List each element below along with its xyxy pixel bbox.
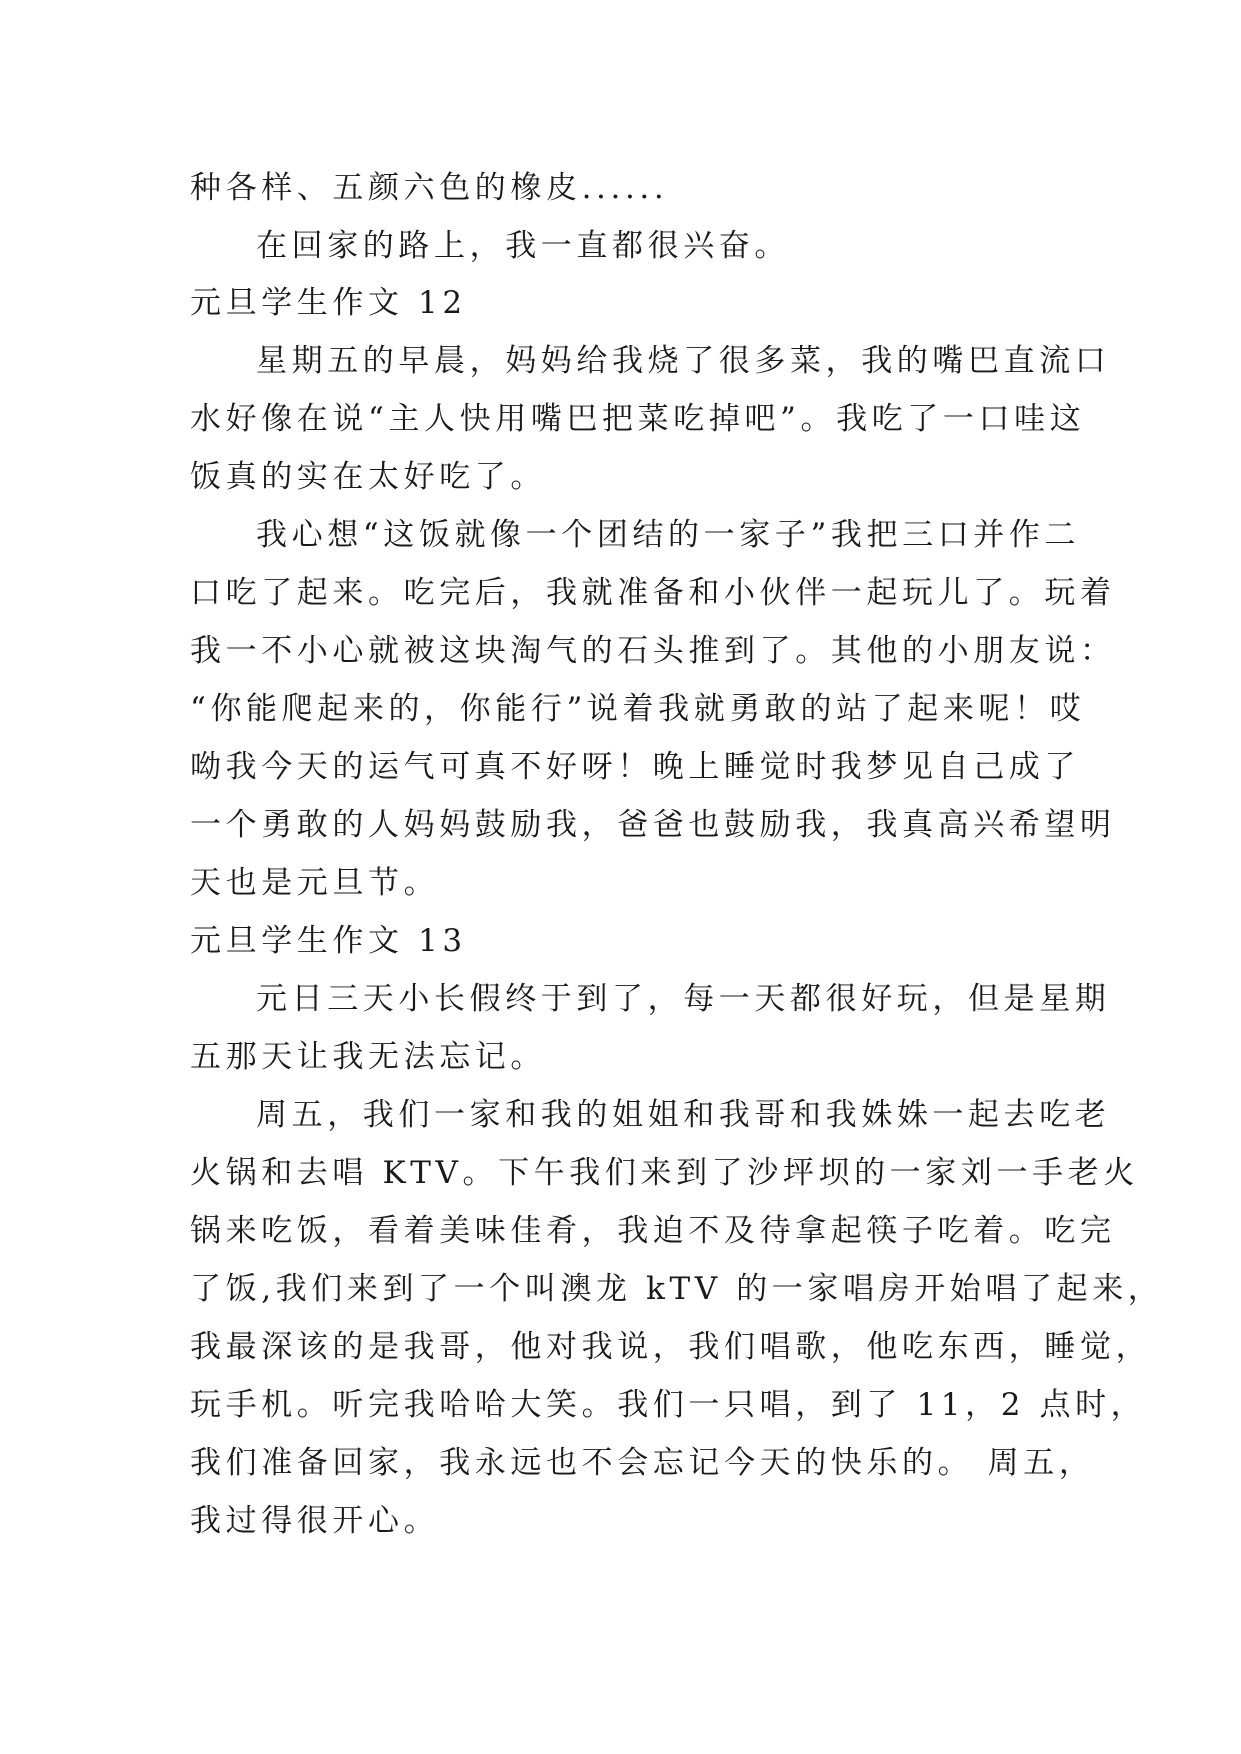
text-line: 了饭,我们来到了一个叫澳龙 kTV 的一家唱房开始唱了起来， xyxy=(190,1271,1164,1307)
text-line: 五那天让我无法忘记。 xyxy=(190,1039,546,1075)
text-line: 我心想“这饭就像一个团结的一家子”我把三口并作二 xyxy=(256,517,1081,553)
text-line: 玩手机。听完我哈哈大笑。我们一只唱，到了 11，2 点时， xyxy=(190,1387,1147,1423)
text-line: 在回家的路上，我一直都很兴奋。 xyxy=(256,228,790,264)
section-heading: 元旦学生作文 13 xyxy=(190,923,467,959)
text-line: 星期五的早晨，妈妈给我烧了很多菜，我的嘴巴直流口 xyxy=(256,343,1111,379)
section-heading: 元旦学生作文 12 xyxy=(190,285,467,321)
text-line: 周五，我们一家和我的姐姐和我哥和我姝姝一起去吃老 xyxy=(256,1097,1111,1133)
text-line: 我们准备回家，我永远也不会忘记今天的快乐的。 周五， xyxy=(190,1445,1095,1481)
text-line: 水好像在说“主人快用嘴巴把菜吃掉吧”。我吃了一口哇这 xyxy=(190,401,1086,437)
text-line: 种各样、五颜六色的橡皮...... xyxy=(190,170,669,206)
text-line: “你能爬起来的，你能行”说着我就勇敢的站了起来呢！哎 xyxy=(190,691,1086,727)
text-line: 一个勇敢的人妈妈鼓励我，爸爸也鼓励我，我真高兴希望明 xyxy=(190,807,1116,843)
text-line: 火锅和去唱 KTV。下午我们来到了沙坪坝的一家刘一手老火 xyxy=(190,1155,1139,1191)
text-line: 元日三天小长假终于到了，每一天都很好玩，但是星期 xyxy=(256,981,1111,1017)
text-line: 我过得很开心。 xyxy=(190,1503,440,1539)
text-line: 天也是元旦节。 xyxy=(190,865,440,901)
text-line: 饭真的实在太好吃了。 xyxy=(190,459,546,495)
text-line: 呦我今天的运气可真不好呀！晚上睡觉时我梦见自己成了 xyxy=(190,749,1080,785)
text-line: 口吃了起来。吃完后，我就准备和小伙伴一起玩儿了。玩着 xyxy=(190,575,1116,611)
text-line: 锅来吃饭，看着美味佳肴，我迫不及待拿起筷子吃着。吃完 xyxy=(190,1213,1116,1249)
text-line: 我最深该的是我哥，他对我说，我们唱歌，他吃东西，睡觉， xyxy=(190,1329,1152,1365)
text-line: 我一不小心就被这块淘气的石头推到了。其他的小朋友说： xyxy=(190,633,1116,669)
